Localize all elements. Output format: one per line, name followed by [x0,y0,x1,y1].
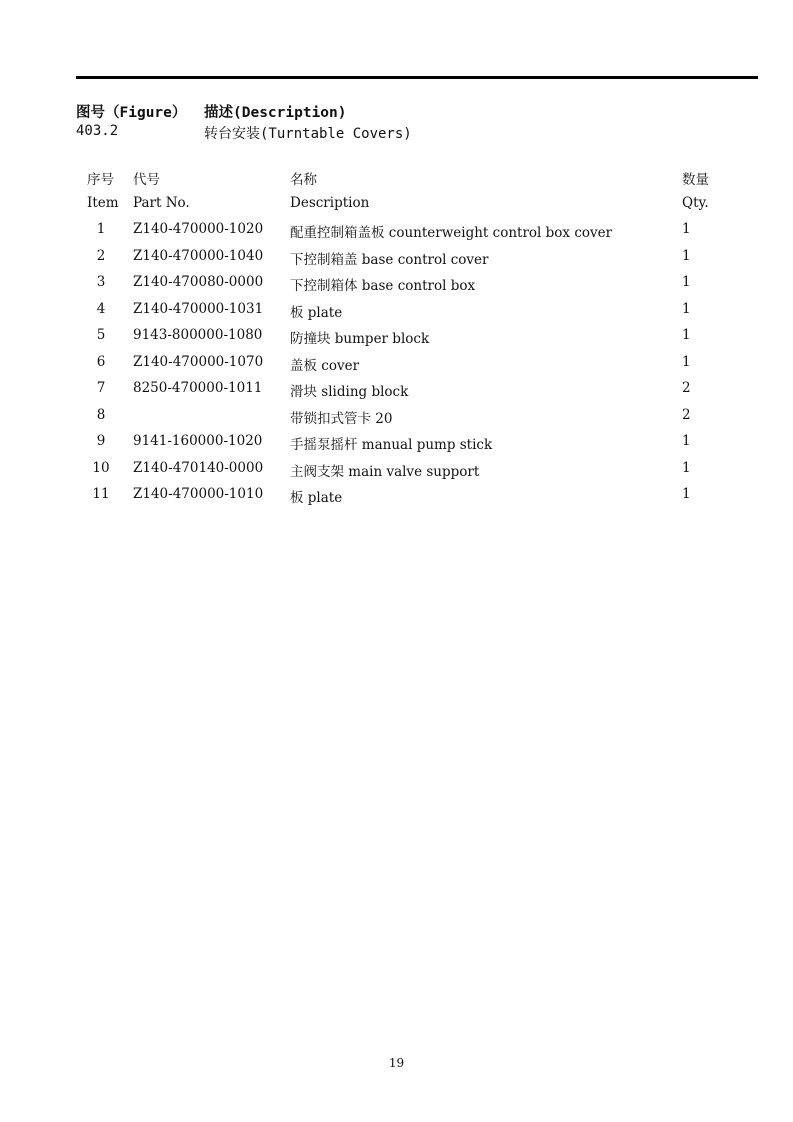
column-header-qty-cn: 数量 [682,172,709,188]
table-row [0,323,793,350]
item-number: 8 [96,406,106,423]
part-number: Z140-470000-1040 [133,247,264,264]
table-header-en [0,191,793,218]
quantity: 1 [682,221,691,237]
table-row [0,297,793,324]
part-number: Z140-470000-1010 [133,486,264,502]
column-header-item-cn: 序号 [87,172,114,188]
column-header-desc-en: Description [290,194,370,211]
quantity: 1 [682,274,691,290]
item-number: 1 [96,221,106,237]
top-rule [76,76,758,79]
part-number: Z140-470000-1031 [133,300,264,317]
item-number: 11 [92,486,110,502]
part-description: 配重控制箱盖板 counterweight control box cover [290,225,613,241]
quantity: 1 [682,247,691,264]
table-row [0,403,793,430]
table-row [0,376,793,403]
part-description: 板 plate [290,304,343,321]
part-description: 主阀支架 main valve support [290,463,480,480]
table-row [0,456,793,483]
part-number: 9143-800000-1080 [133,327,263,343]
part-number: Z140-470140-0000 [133,459,264,476]
item-number: 10 [92,459,110,476]
item-number: 5 [96,327,106,343]
column-header-item-en: Item [87,194,119,211]
quantity: 1 [682,459,691,476]
figure-value: 403.2 [76,123,119,139]
part-number: Z140-470080-0000 [133,274,264,290]
page-number: 19 [388,1056,405,1070]
item-number: 2 [96,247,106,264]
quantity: 1 [682,353,691,370]
part-description: 滑块 sliding block [290,384,409,400]
column-header-part-cn: 代号 [133,172,160,188]
part-description: 下控制箱盖 base control cover [290,251,489,268]
part-description: 板 plate [290,490,343,506]
figure-label: 图号（Figure） [76,105,187,121]
part-description: 手摇泵摇杆 manual pump stick [290,437,493,453]
description-value: 转台安装(Turntable Covers) [204,126,412,142]
item-number: 3 [96,274,106,290]
part-number: Z140-470000-1020 [133,221,264,237]
parts-table [0,164,793,509]
quantity: 1 [682,327,691,343]
quantity: 1 [682,300,691,317]
table-row [0,429,793,456]
part-description: 盖板 cover [290,357,360,374]
table-row [0,244,793,271]
column-header-qty-en: Qty. [682,194,709,211]
part-number: Z140-470000-1070 [133,353,264,370]
table-row [0,217,793,244]
part-description: 防撞块 bumper block [290,331,430,347]
quantity: 1 [682,433,691,449]
description-label: 描述(Description) [204,105,347,121]
quantity: 2 [682,380,691,396]
item-number: 4 [96,300,106,317]
column-header-desc-cn: 名称 [290,172,317,188]
column-header-part-en: Part No. [133,194,190,211]
item-number: 7 [96,380,106,396]
quantity: 2 [682,406,691,423]
part-description: 带锁扣式管卡 20 [290,410,393,427]
part-number: 9141-160000-1020 [133,433,263,449]
quantity: 1 [682,486,691,502]
table-row [0,482,793,509]
table-row [0,270,793,297]
part-description: 下控制箱体 base control box [290,278,476,294]
part-number: 8250-470000-1011 [133,380,263,396]
table-row [0,350,793,377]
table-header-cn [0,164,793,191]
item-number: 9 [96,433,106,449]
item-number: 6 [96,353,106,370]
